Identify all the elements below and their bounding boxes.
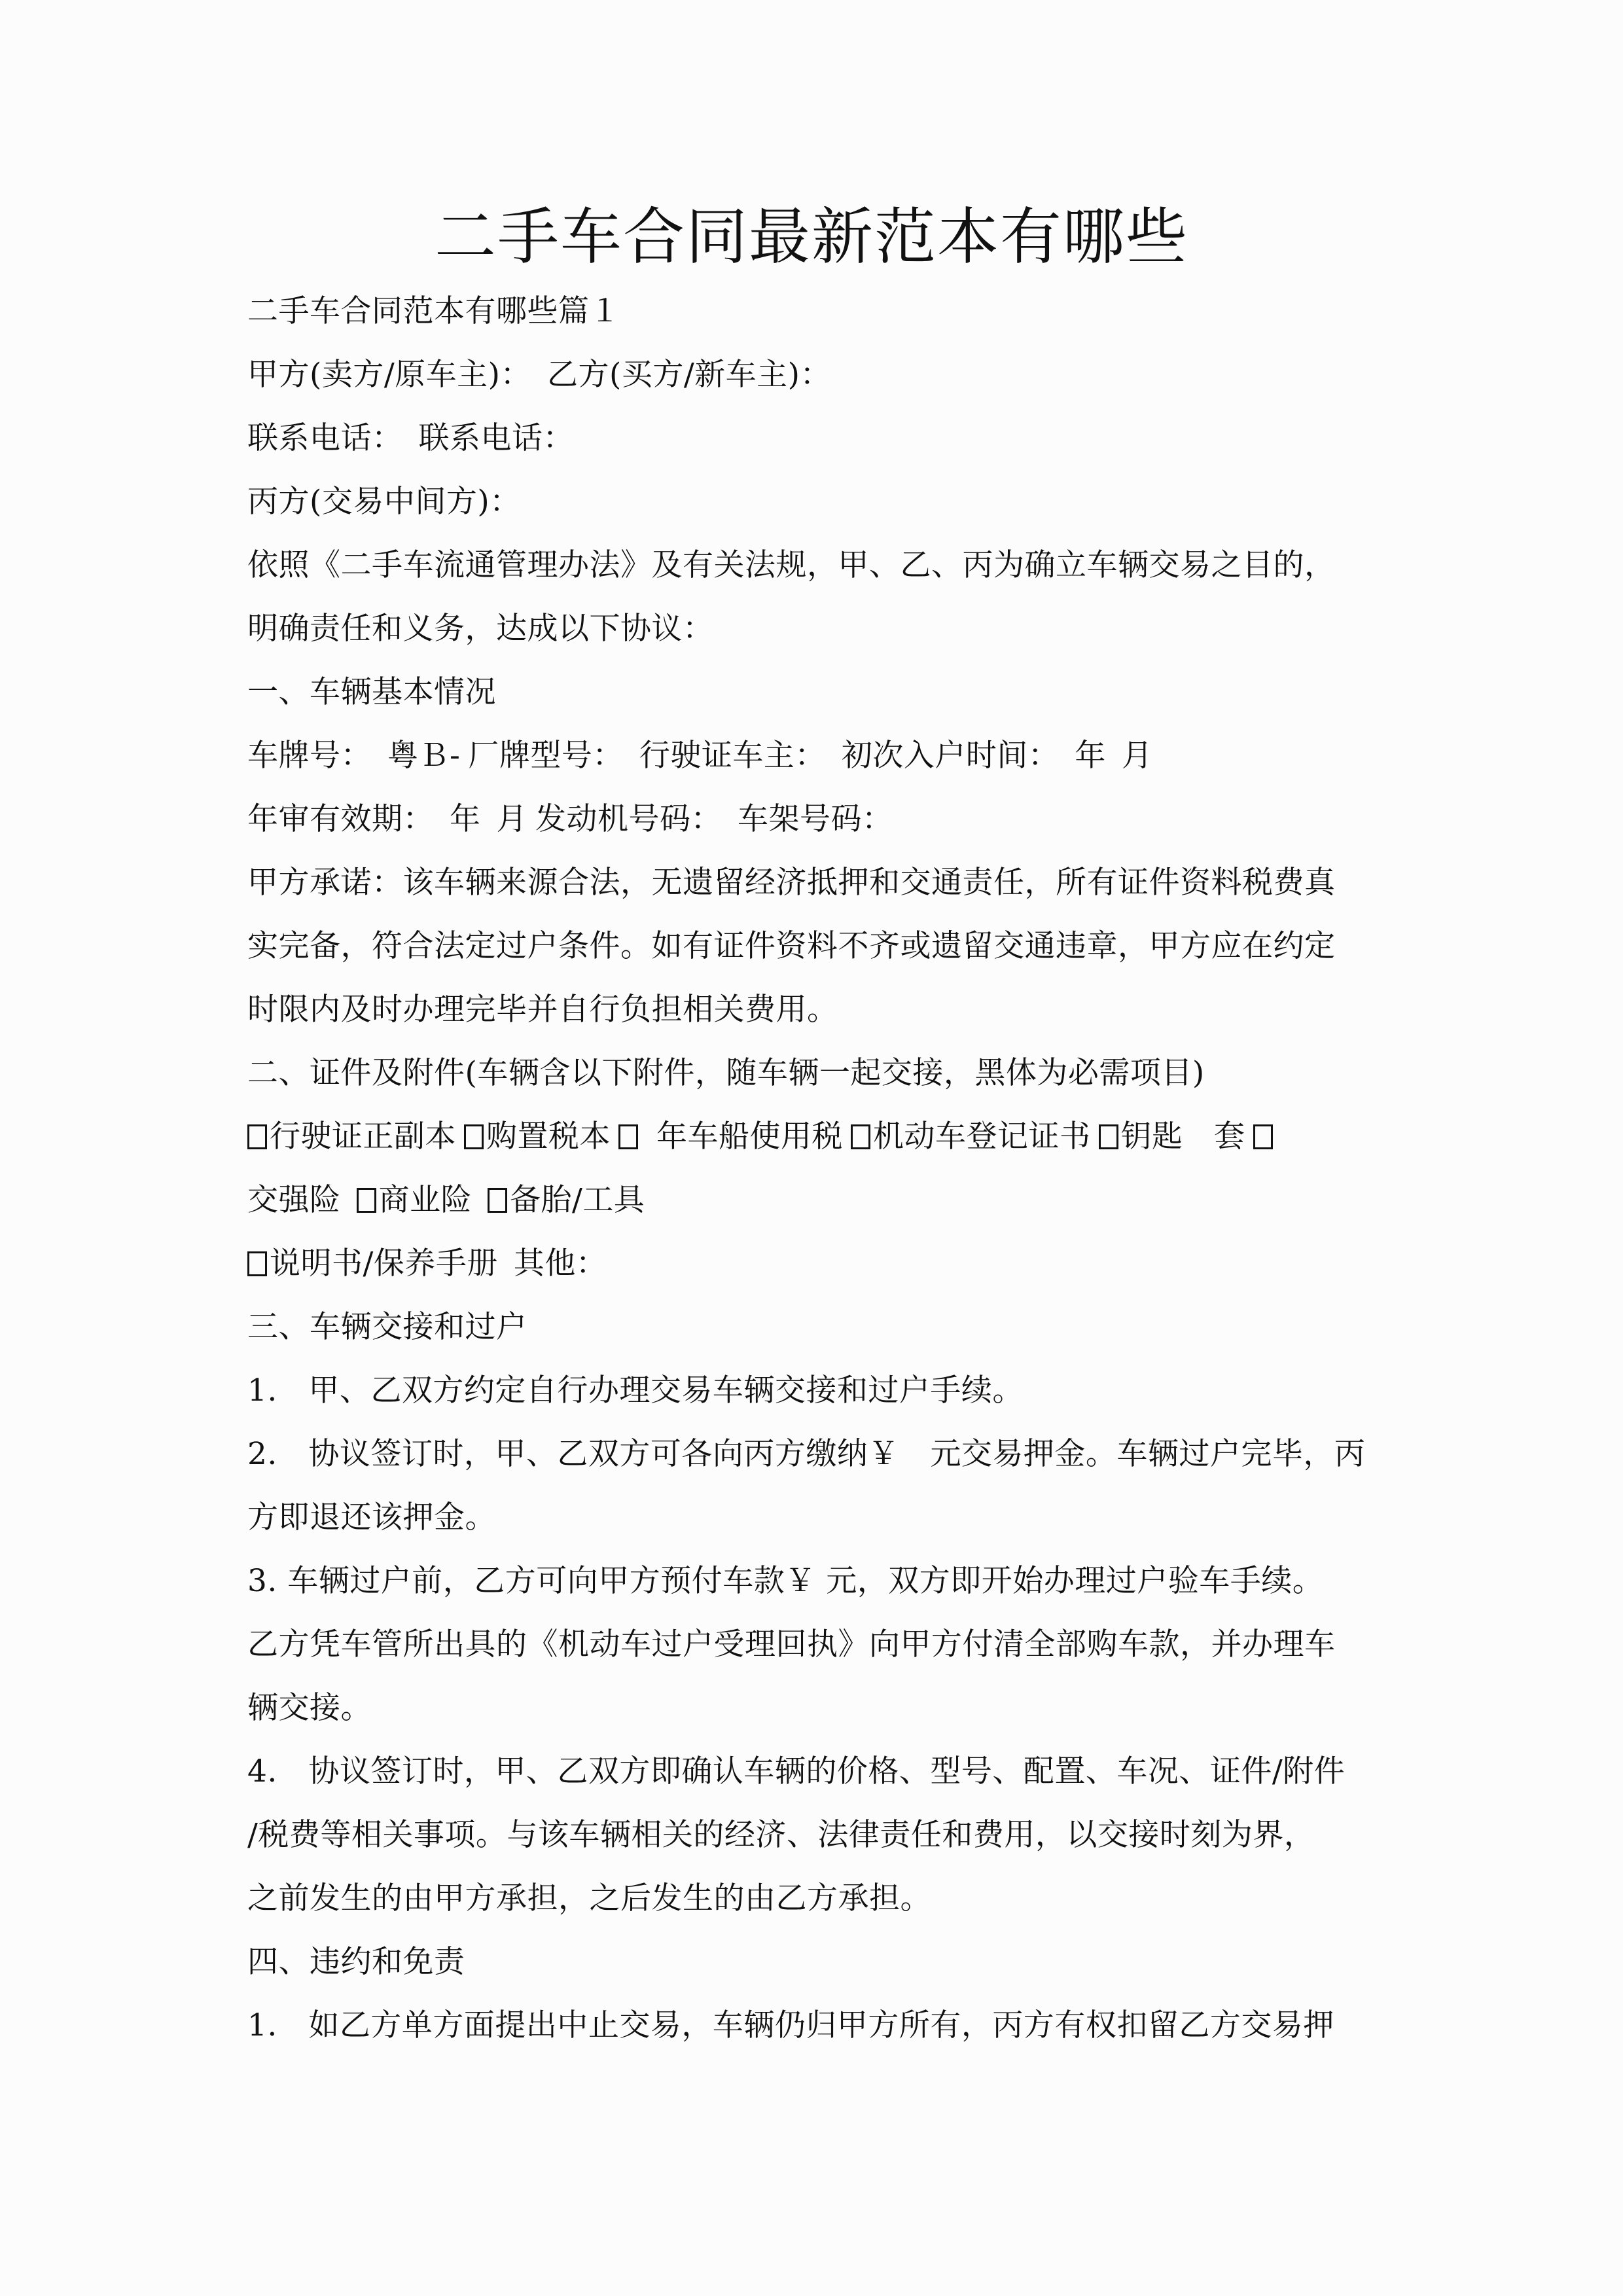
checklist-item: 购置税本	[486, 1119, 611, 1155]
checklist-item: 备胎/工具	[510, 1182, 645, 1218]
checklist-item: 说明书/保养手册	[270, 1246, 498, 1282]
clause-3-2-line-2: 方即退还该押金。	[247, 1499, 496, 1535]
clause-3-1: 1. 甲、乙双方约定自行办理交易车辆交接和过户手续。	[247, 1372, 1024, 1408]
inspection-label: 年审有效期：	[247, 801, 434, 837]
clause-4-1-line-1: 1. 如乙方单方面提出中止交易，车辆仍归甲方所有，丙方有权扣留乙方交易押	[247, 2007, 1334, 2043]
owner-label: 行驶证车主：	[639, 738, 826, 774]
intro-line-1: 依照《二手车流通管理办法》及有关法规，甲、乙、丙为确立车辆交易之目的，	[247, 547, 1336, 583]
engine-number-label: 发动机号码：	[535, 801, 722, 837]
year-unit: 年	[1075, 738, 1106, 774]
vin-label: 车架号码：	[738, 801, 893, 837]
section-2-heading: 二、证件及附件(车辆含以下附件，随车辆一起交接，黑体为必需项目)	[247, 1055, 1205, 1091]
first-registration-label: 初次入户时间：	[841, 738, 1060, 774]
clause-3-2-line-1: 2. 协议签订时，甲、乙双方可各向丙方缴纳￥ 元交易押金。车辆过户完毕，丙	[247, 1436, 1366, 1472]
checkbox-icon[interactable]	[851, 1124, 870, 1149]
plate-prefix: 粤Ｂ-	[387, 738, 461, 774]
section-4-heading: 四、违约和免责	[247, 1944, 465, 1980]
party-c-line: 丙方(交易中间方)：	[247, 484, 521, 520]
checkbox-icon[interactable]	[488, 1188, 507, 1213]
checklist-line-2	[247, 1181, 1399, 1244]
month-unit: 月	[496, 801, 527, 837]
seller-promise-line-3: 时限内及时办理完毕并自行负担相关费用。	[247, 992, 838, 1028]
checklist-line-1	[247, 1117, 1399, 1181]
phone-line	[247, 419, 1399, 482]
checkbox-icon[interactable]	[1099, 1124, 1118, 1149]
phone-a-label: 联系电话：	[247, 420, 403, 456]
seller-promise-line-1: 甲方承诺：该车辆来源合法，无遗留经济抵押和交通责任，所有证件资料税费真	[247, 865, 1336, 901]
month-unit: 月	[1121, 738, 1153, 774]
vehicle-info-row-2	[247, 800, 1399, 863]
clause-3-3-line-3: 辆交接。	[247, 1690, 372, 1726]
seller-promise-line-2: 实完备，符合法定过户条件。如有证件资料不齐或遗留交通违章，甲方应在约定	[247, 928, 1336, 964]
checkbox-icon[interactable]	[618, 1124, 638, 1149]
section-1-heading: 一、车辆基本情况	[247, 674, 496, 710]
plate-label: 车牌号：	[247, 738, 372, 774]
checklist-item: 钥匙 套	[1120, 1119, 1245, 1155]
other-label: 其他：	[513, 1246, 607, 1282]
checklist-item: 行驶证正副本	[270, 1119, 456, 1155]
document-body	[247, 292, 1399, 2070]
clause-3-3-line-2: 乙方凭车管所出具的《机动车过户受理回执》向甲方付清全部购车款，并办理车	[247, 1626, 1336, 1662]
checklist-line-3	[247, 1244, 1399, 1308]
phone-b-label: 联系电话：	[418, 420, 574, 456]
intro-line-2: 明确责任和义务，达成以下协议：	[247, 611, 714, 647]
checkbox-icon[interactable]	[247, 1251, 267, 1276]
checkbox-icon[interactable]	[464, 1124, 484, 1149]
section-3-heading: 三、车辆交接和过户	[247, 1309, 527, 1345]
party-b-label: 乙方(买方/新车主)：	[547, 357, 832, 393]
checklist-item: 机动车登记证书	[873, 1119, 1091, 1155]
clause-3-4-line-1: 4. 协议签订时，甲、乙双方即确认车辆的价格、型号、配置、车况、证件/附件	[247, 1753, 1346, 1789]
year-unit: 年	[450, 801, 481, 837]
clause-3-3-line-1: 3. 车辆过户前，乙方可向甲方预付车款￥ 元，双方即开始办理过户验车手续。	[247, 1563, 1324, 1599]
parties-line	[247, 355, 1399, 419]
checkbox-icon[interactable]	[1253, 1124, 1273, 1149]
checklist-item: 年车船使用税	[656, 1119, 843, 1155]
vehicle-info-row-1	[247, 736, 1399, 800]
checklist-item: 商业险	[378, 1182, 472, 1218]
model-label: 厂牌型号：	[468, 738, 624, 774]
clause-3-4-line-2: /税费等相关事项。与该车辆相关的经济、法律责任和费用，以交接时刻为界，	[247, 1817, 1315, 1853]
party-a-label: 甲方(卖方/原车主)：	[247, 357, 532, 393]
checkbox-icon[interactable]	[357, 1188, 376, 1213]
checklist-item: 交强险	[247, 1182, 341, 1218]
document-title: 二手车合同最新范本有哪些	[434, 202, 1188, 273]
checkbox-icon[interactable]	[247, 1124, 267, 1149]
subtitle: 二手车合同范本有哪些篇１	[247, 293, 620, 329]
clause-3-4-line-3: 之前发生的由甲方承担，之后发生的由乙方承担。	[247, 1880, 931, 1916]
